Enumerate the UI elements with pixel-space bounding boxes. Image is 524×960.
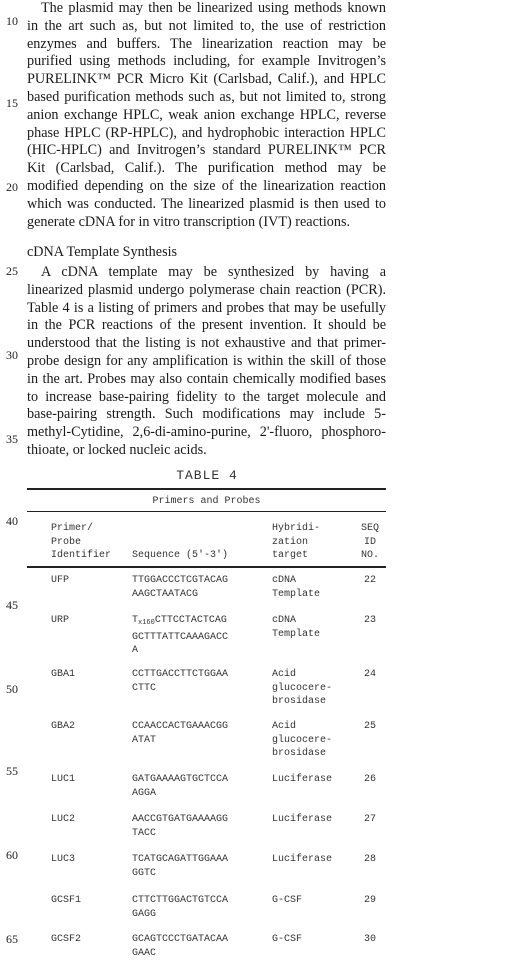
table-row-target: G-CSF (272, 934, 303, 945)
table-row-sequence: CCTTGACCTTCTGGAA CTTC (132, 669, 229, 694)
table-row-target: Luciferase (272, 814, 333, 825)
header-identifier: Primer/ Probe Identifier (51, 523, 112, 561)
table-row-sequence: TTGGACCCTCGTACAG AAGCTAATACG (132, 575, 229, 600)
table-row-sequence: GCAGTCCCTGATACAA GAAC (132, 934, 229, 959)
sequence-text: CTTCCTACTCAG GCTTTATTCAAAGACC A (132, 615, 229, 656)
table-row-seq-no: 25 (363, 721, 376, 732)
table-row-sequence: CTTCTTGGACTGTCCA GAGG (132, 895, 229, 920)
line-number: 45 (6, 598, 18, 612)
table-row-target: cDNA Template (272, 615, 321, 640)
line-number: 15 (6, 96, 18, 110)
table-row-identifier: GBA1 (51, 669, 76, 680)
table-row-identifier: LUC1 (51, 774, 76, 785)
subscript-repeat-count: x160 (138, 619, 155, 627)
line-number: 50 (6, 682, 18, 696)
section-heading: cDNA Template Synthesis (27, 244, 178, 260)
table-row-sequence: AACCGTGATGAAAAGG TACC (132, 814, 229, 839)
header-target: Hybridi- zation target (272, 523, 321, 561)
table-row-seq-no: 23 (363, 615, 376, 626)
line-number: 55 (6, 764, 18, 778)
table-row-identifier: LUC3 (51, 854, 76, 865)
table-caption: Primers and Probes (152, 496, 261, 507)
table-row-identifier: LUC2 (51, 814, 76, 825)
line-number: 10 (6, 14, 18, 28)
table-row-target: Luciferase (272, 774, 333, 785)
line-number: 30 (6, 348, 18, 362)
paragraph-linearization: The plasmid may then be linearized using methods known in the art such as, but not limited to, the use of restriction enzymes and buffers. The linearization reaction may be purified using methods including, for example Invitrogen’s PURELINK™ PCR Micro Kit (Carlsbad, Calif.), and HPLC based purification methods such as, but not limited to, strong anion exchange HPLC, weak anion exchange HPLC, reverse phase HPLC (RP-HPLC), and hydrophobic interaction HPLC (HIC-HPLC) and Invitrogen’s standard PURELINK™ PCR Kit (Carlsbad, Calif.). The purification method may be modified depending on the size of the linearization reaction which was conducted. The linearized plasmid is then used to generate cDNA for in vitro transcription (IVT) reactions. (27, 0, 386, 230)
table-row-seq-no: 22 (363, 575, 376, 586)
table-row-identifier: URP (51, 615, 70, 626)
paragraph-cdna-template: A cDNA template may be synthesized by having a linearized plasmid undergo polymerase chain reaction (PCR). Table 4 is a listing of primers and probes that may be usefully in the PCR reactions of the present invention. It should be understood that the listing is not exhaustive and that primer-probe design for any amplification is within the skill of those in the art. Probes may also contain chemically modified bases to increase base-pairing fidelity to the target molecule and base-pairing strength. Such modifications may include 5-methyl-Cytidine, 2,6-di-amino-purine, 2'-fluoro, phosphoro-thioate, or locked nucleic acids. (27, 264, 386, 458)
table-row-seq-no: 24 (363, 669, 376, 680)
table-row-target: G-CSF (272, 895, 303, 906)
line-number: 65 (6, 932, 18, 946)
table-row-identifier: GCSF2 (51, 934, 82, 945)
header-seq-no: SEQ ID NO. (360, 523, 379, 561)
table-row-seq-no: 30 (363, 934, 376, 945)
table-row-identifier: GBA2 (51, 721, 76, 732)
table-row-sequence: CCAACCACTGAAACGG ATAT (132, 721, 229, 746)
header-sequence: Sequence (5'-3') (132, 550, 229, 561)
line-number: 25 (6, 264, 18, 278)
header-rule (27, 566, 386, 568)
table-top-rule (27, 488, 386, 490)
table-row-identifier: UFP (51, 575, 70, 586)
table-row-seq-no: 26 (363, 774, 376, 785)
line-number: 40 (6, 514, 18, 528)
table-row-sequence: GATGAAAAGTGCTCCA AGGA (132, 774, 229, 799)
table-row-sequence: TCATGCAGATTGGAAA GGTC (132, 854, 229, 879)
table-row-target: Acid glucocere- brosidase (272, 669, 333, 707)
line-number: 60 (6, 848, 18, 862)
table-row-sequence: $T_{x160}CTTCCTACTCAG$ GCTTTATTCAAAGACC A (132, 615, 229, 656)
line-number: 35 (6, 432, 18, 446)
line-number: 20 (6, 180, 18, 194)
table-row-target: Luciferase (272, 854, 333, 865)
caption-rule (27, 511, 386, 512)
table-row-seq-no: 28 (363, 854, 376, 865)
table-title: TABLE 4 (176, 468, 238, 483)
table-row-target: cDNA Template (272, 575, 321, 600)
table-row-identifier: GCSF1 (51, 895, 82, 906)
table-row-seq-no: 27 (363, 814, 376, 825)
table-row-seq-no: 29 (363, 895, 376, 906)
table-row-target: Acid glucocere- brosidase (272, 721, 333, 759)
